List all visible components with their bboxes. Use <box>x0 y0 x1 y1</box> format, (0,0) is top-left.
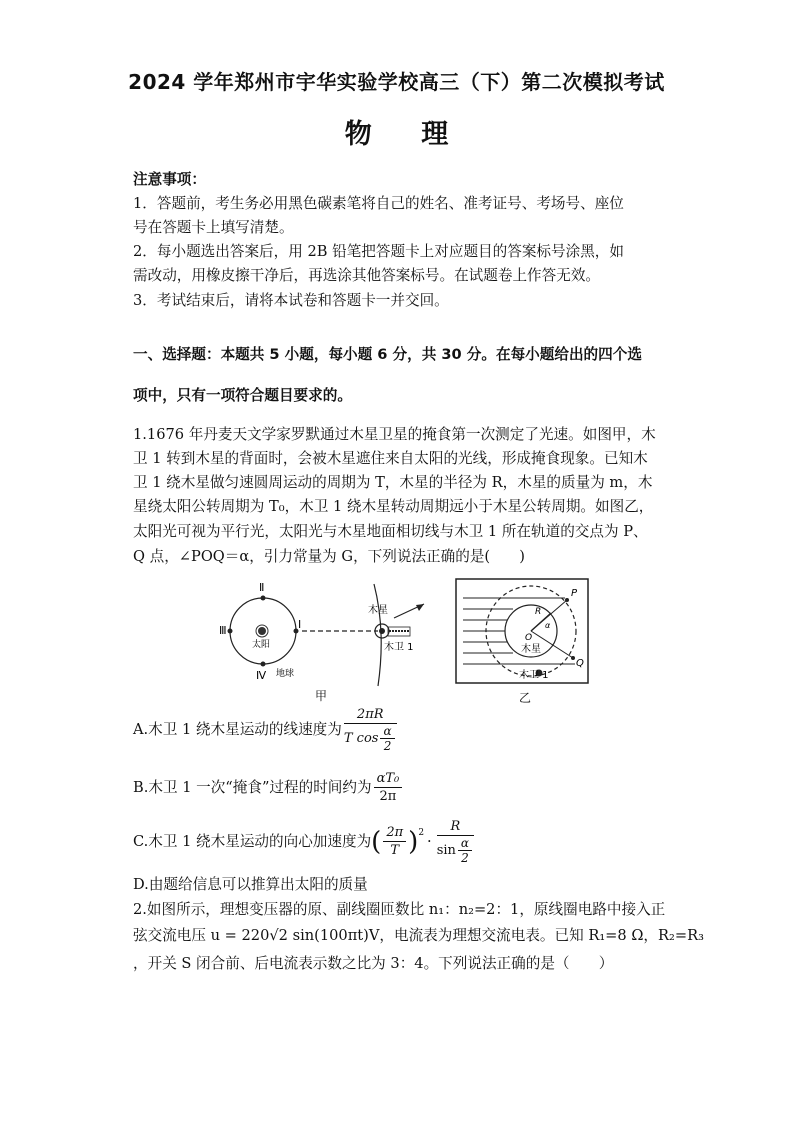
section-heading-cont: 项中，只有一项符合题目要求的。 <box>133 387 352 404</box>
q1-line: Q 点，∠POQ＝α，引力常量为 G，下列说法正确的是( ) <box>133 548 525 565</box>
exam-title: 2024 学年郑州市宇华实验学校高三（下）第二次模拟考试 <box>128 70 665 94</box>
jupiter-label: 木星 <box>368 605 388 616</box>
earth-label: 地球 <box>276 669 295 679</box>
notice-line: 1．答题前，考生务必用黑色碳素笔将自己的姓名、准考证号、考场号、座位 <box>133 195 624 212</box>
notice-line: 3．考试结束后，请将本试卷和答题卡一并交回。 <box>133 292 449 309</box>
moon-label: 木卫 1 <box>384 642 414 653</box>
notice-line: 号在答题卡上填写清楚。 <box>133 219 294 236</box>
option-a-text: A.木卫 1 绕木星运动的线速度为 <box>133 720 342 738</box>
sun-icon <box>258 627 266 635</box>
notice-heading: 注意事项： <box>133 171 206 188</box>
notice-line: 2．每小题选出答案后，用 2B 铅笔把答题卡上对应题目的答案标号涂黑，如 <box>133 243 624 260</box>
jupiter-label: 木星 <box>521 644 541 655</box>
subject-title: 物 理 <box>344 119 449 150</box>
option-b-text: B.木卫 1 一次“掩食”过程的时间约为 <box>133 778 372 796</box>
earth-icon <box>261 662 266 667</box>
q1-line: 1.1676 年丹麦天文学家罗默通过木星卫星的掩食第一次测定了光速。如图甲，木 <box>133 426 656 443</box>
q2-line: 2.如图所示，理想变压器的原、副线圈匝数比 n₁：n₂=2：1，原线圈电路中接入正 <box>133 901 666 918</box>
orbit-label-4: Ⅳ <box>256 669 267 682</box>
option-c-formula-inner: $\frac{2\pi}{T}$ <box>383 824 406 859</box>
q1-line: 太阳光可视为平行光，太阳光与木星地面相切线与木卫 1 所在轨道的交点为 P、 <box>133 523 648 540</box>
option-a <box>133 706 399 753</box>
option-c-formula: R sin $\frac{\alpha}{2}$ <box>437 818 474 865</box>
option-b-formula: $\frac{\text{αT₀}}{2\pi}$ <box>374 770 403 805</box>
sun-label: 太阳 <box>252 640 271 650</box>
orbit-label-2: Ⅱ <box>259 581 265 594</box>
orbit-label-3: Ⅲ <box>219 624 227 637</box>
option-c-text: C.木卫 1 绕木星运动的向心加速度为 <box>133 832 372 850</box>
radius-R-label: R <box>535 607 542 617</box>
section-heading: 一、选择题：本题共 5 小题，每小题 6 分，共 30 分。在每小题给出的四个选 <box>133 346 642 363</box>
option-d: D.由题给信息可以推算出太阳的质量 <box>133 876 368 893</box>
q1-line: 卫 1 绕木星做匀速圆周运动的周期为 T，木星的半径为 R，木星的质量为 m，木 <box>133 474 653 491</box>
orbit-label-1: Ⅰ <box>298 618 302 631</box>
option-b <box>133 770 404 805</box>
q2-line: 弦交流电压 u = 220√2 sin(100πt)V，电流表为理想交流电表。已知 R₁=8 Ω，R₂=R₃ <box>133 927 704 944</box>
figure-jia-caption: 甲 <box>315 689 328 703</box>
figure-yi <box>455 578 595 686</box>
point-Q-label: Q <box>576 658 584 669</box>
figure-jia <box>218 576 448 696</box>
angle-alpha-label: α <box>545 621 551 630</box>
point-O-label: O <box>525 633 533 643</box>
option-a-formula: 2πR T cos $\frac{\alpha}{2}$ <box>344 706 397 753</box>
notice-line: 需改动，用橡皮擦干净后，再选涂其他答案标号。在试题卷上作答无效。 <box>133 267 601 284</box>
point-P-label: P <box>571 588 578 599</box>
q1-line: 星绕太阳公转周期为 T₀，木卫 1 绕木星转动周期远小于木星公转周期。如图乙， <box>133 498 654 515</box>
q2-line: ，开关 S 闭合前、后电流表示数之比为 3：4。下列说法正确的是（ ） <box>133 955 614 972</box>
option-c: C.木卫 1 绕木星运动的向心加速度为 ( $\frac{2\pi}{T}$ ) 2 · R sin $\frac{\alpha}{2}$ <box>133 818 476 865</box>
figure-yi-caption: 乙 <box>519 691 532 705</box>
moon-label: 木卫 1 <box>519 670 549 681</box>
q1-line: 卫 1 转到木星的背面时，会被木星遮住来自太阳的光线，形成掩食现象。已知木 <box>133 450 648 467</box>
